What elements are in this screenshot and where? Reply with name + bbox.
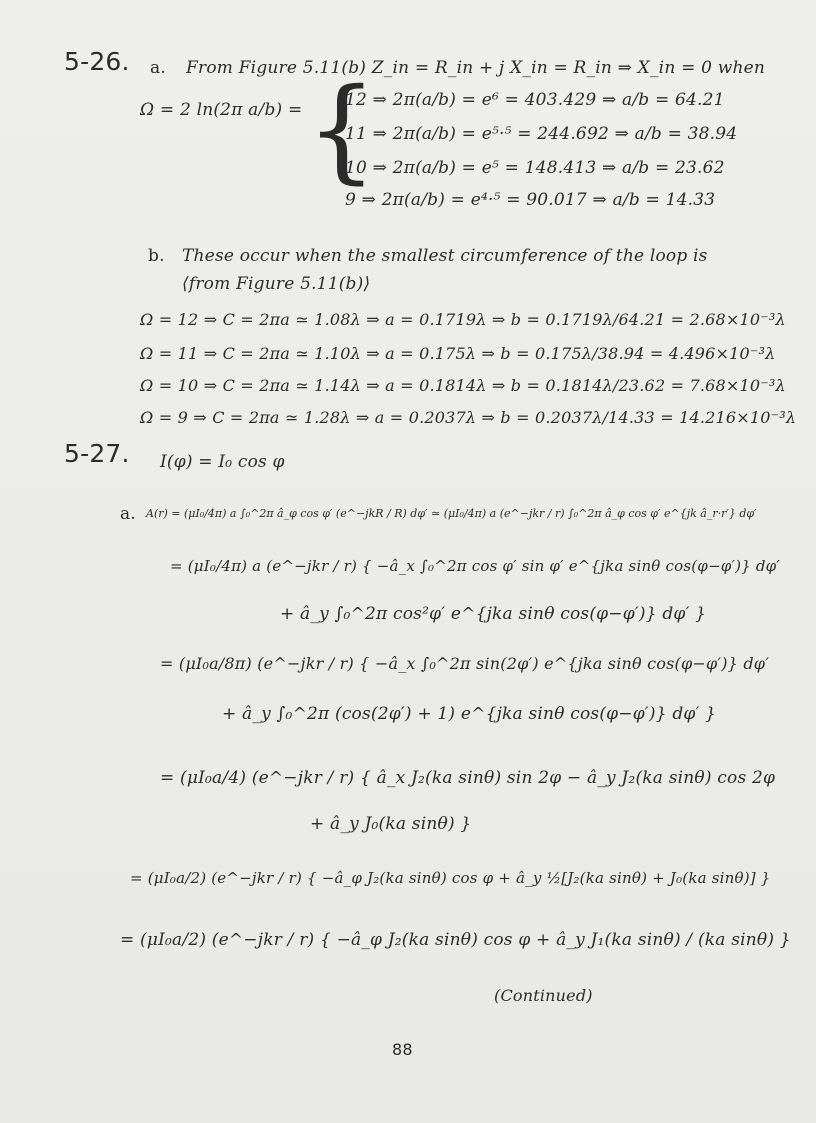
omega-expression: Ω = 2 ln(2π a/b) = bbox=[140, 100, 303, 120]
phi-form-result: = (μI₀a/2) (e^−jkr / r) { −â_φ J₂(ka sinθ) cos φ + â_y ½[J₂(ka sinθ) + J₀(ka sinθ)] } bbox=[130, 869, 771, 887]
omega-case-11: 11 ⇒ 2π(a/b) = e⁵·⁵ = 244.692 ⇒ a/b = 38.94 bbox=[345, 124, 738, 144]
omega-10-row: Ω = 10 ⇒ C = 2πa ≃ 1.14λ ⇒ a = 0.1814λ ⇒ b = 0.1814λ/23.62 = 7.68×10⁻³λ bbox=[140, 376, 786, 395]
omega-case-10: 10 ⇒ 2π(a/b) = e⁵ = 148.413 ⇒ a/b = 23.62 bbox=[345, 158, 725, 178]
final-result: = (μI₀a/2) (e^−jkr / r) { −â_φ J₂(ka sinθ) cos φ + â_y J₁(ka sinθ) / (ka sinθ) } bbox=[120, 930, 791, 950]
continued-note: (Continued) bbox=[494, 986, 593, 1005]
omega-12-row: Ω = 12 ⇒ C = 2πa ≃ 1.08λ ⇒ a = 0.1719λ ⇒ b = 0.1719λ/64.21 = 2.68×10⁻³λ bbox=[140, 310, 786, 329]
left-brace: { bbox=[306, 65, 378, 195]
problem-5-27-number: 5-27. bbox=[64, 439, 130, 468]
omega-case-9: 9 ⇒ 2π(a/b) = e⁴·⁵ = 90.017 ⇒ a/b = 14.33 bbox=[345, 190, 716, 210]
omega-case-12: 12 ⇒ 2π(a/b) = e⁶ = 403.429 ⇒ a/b = 64.21 bbox=[345, 90, 725, 110]
expansion-line-1: = (μI₀/4π) a (e^−jkr / r) { −â_x ∫₀^2π cos φ′ sin φ′ e^{jka sinθ cos(φ−φ′)} dφ′ bbox=[170, 557, 780, 575]
part-a-label-5-27: a. bbox=[120, 504, 136, 524]
expansion-line-3: = (μI₀a/8π) (e^−jkr / r) { −â_x ∫₀^2π sin(2φ′) e^{jka sinθ cos(φ−φ′)} dφ′ bbox=[160, 654, 770, 673]
expansion-line-2: + â_y ∫₀^2π cos²φ′ e^{jka sinθ cos(φ−φ′)} dφ′ } bbox=[280, 604, 707, 624]
part-a-statement: From Figure 5.11(b) Z_in = R_in + j X_in = R_in ⇒ X_in = 0 when bbox=[186, 58, 766, 78]
problem-5-26-number: 5-26. bbox=[64, 47, 130, 76]
page-number: 88 bbox=[392, 1040, 413, 1059]
part-b-reference: ⟨from Figure 5.11(b)⟩ bbox=[182, 274, 371, 294]
part-b-label: b. bbox=[148, 246, 165, 266]
bessel-result-line-2: + â_y J₀(ka sinθ) } bbox=[310, 814, 472, 834]
part-b-statement: These occur when the smallest circumference of the loop is bbox=[182, 246, 708, 266]
omega-9-row: Ω = 9 ⇒ C = 2πa ≃ 1.28λ ⇒ a = 0.2037λ ⇒ b = 0.2037λ/14.33 = 14.216×10⁻³λ bbox=[140, 408, 797, 427]
part-a-label: a. bbox=[150, 58, 166, 78]
omega-11-row: Ω = 11 ⇒ C = 2πa ≃ 1.10λ ⇒ a = 0.175λ ⇒ b = 0.175λ/38.94 = 4.496×10⁻³λ bbox=[140, 344, 776, 363]
vector-potential-integral: A(r) = (μI₀/4π) a ∫₀^2π â_φ cos φ′ (e^−jkR / R) dφ′ ≃ (μI₀/4π) a (e^−jkr / r) ∫₀^2π â_φ cos φ′ e^{jk â_r·r′} dφ′ bbox=[146, 507, 757, 520]
bessel-result-line-1: = (μI₀a/4) (e^−jkr / r) { â_x J₂(ka sinθ) sin 2φ − â_y J₂(ka sinθ) cos 2φ bbox=[160, 768, 776, 788]
current-distribution: I(φ) = I₀ cos φ bbox=[160, 452, 285, 472]
expansion-line-4: + â_y ∫₀^2π (cos(2φ′) + 1) e^{jka sinθ cos(φ−φ′)} dφ′ } bbox=[222, 704, 717, 724]
